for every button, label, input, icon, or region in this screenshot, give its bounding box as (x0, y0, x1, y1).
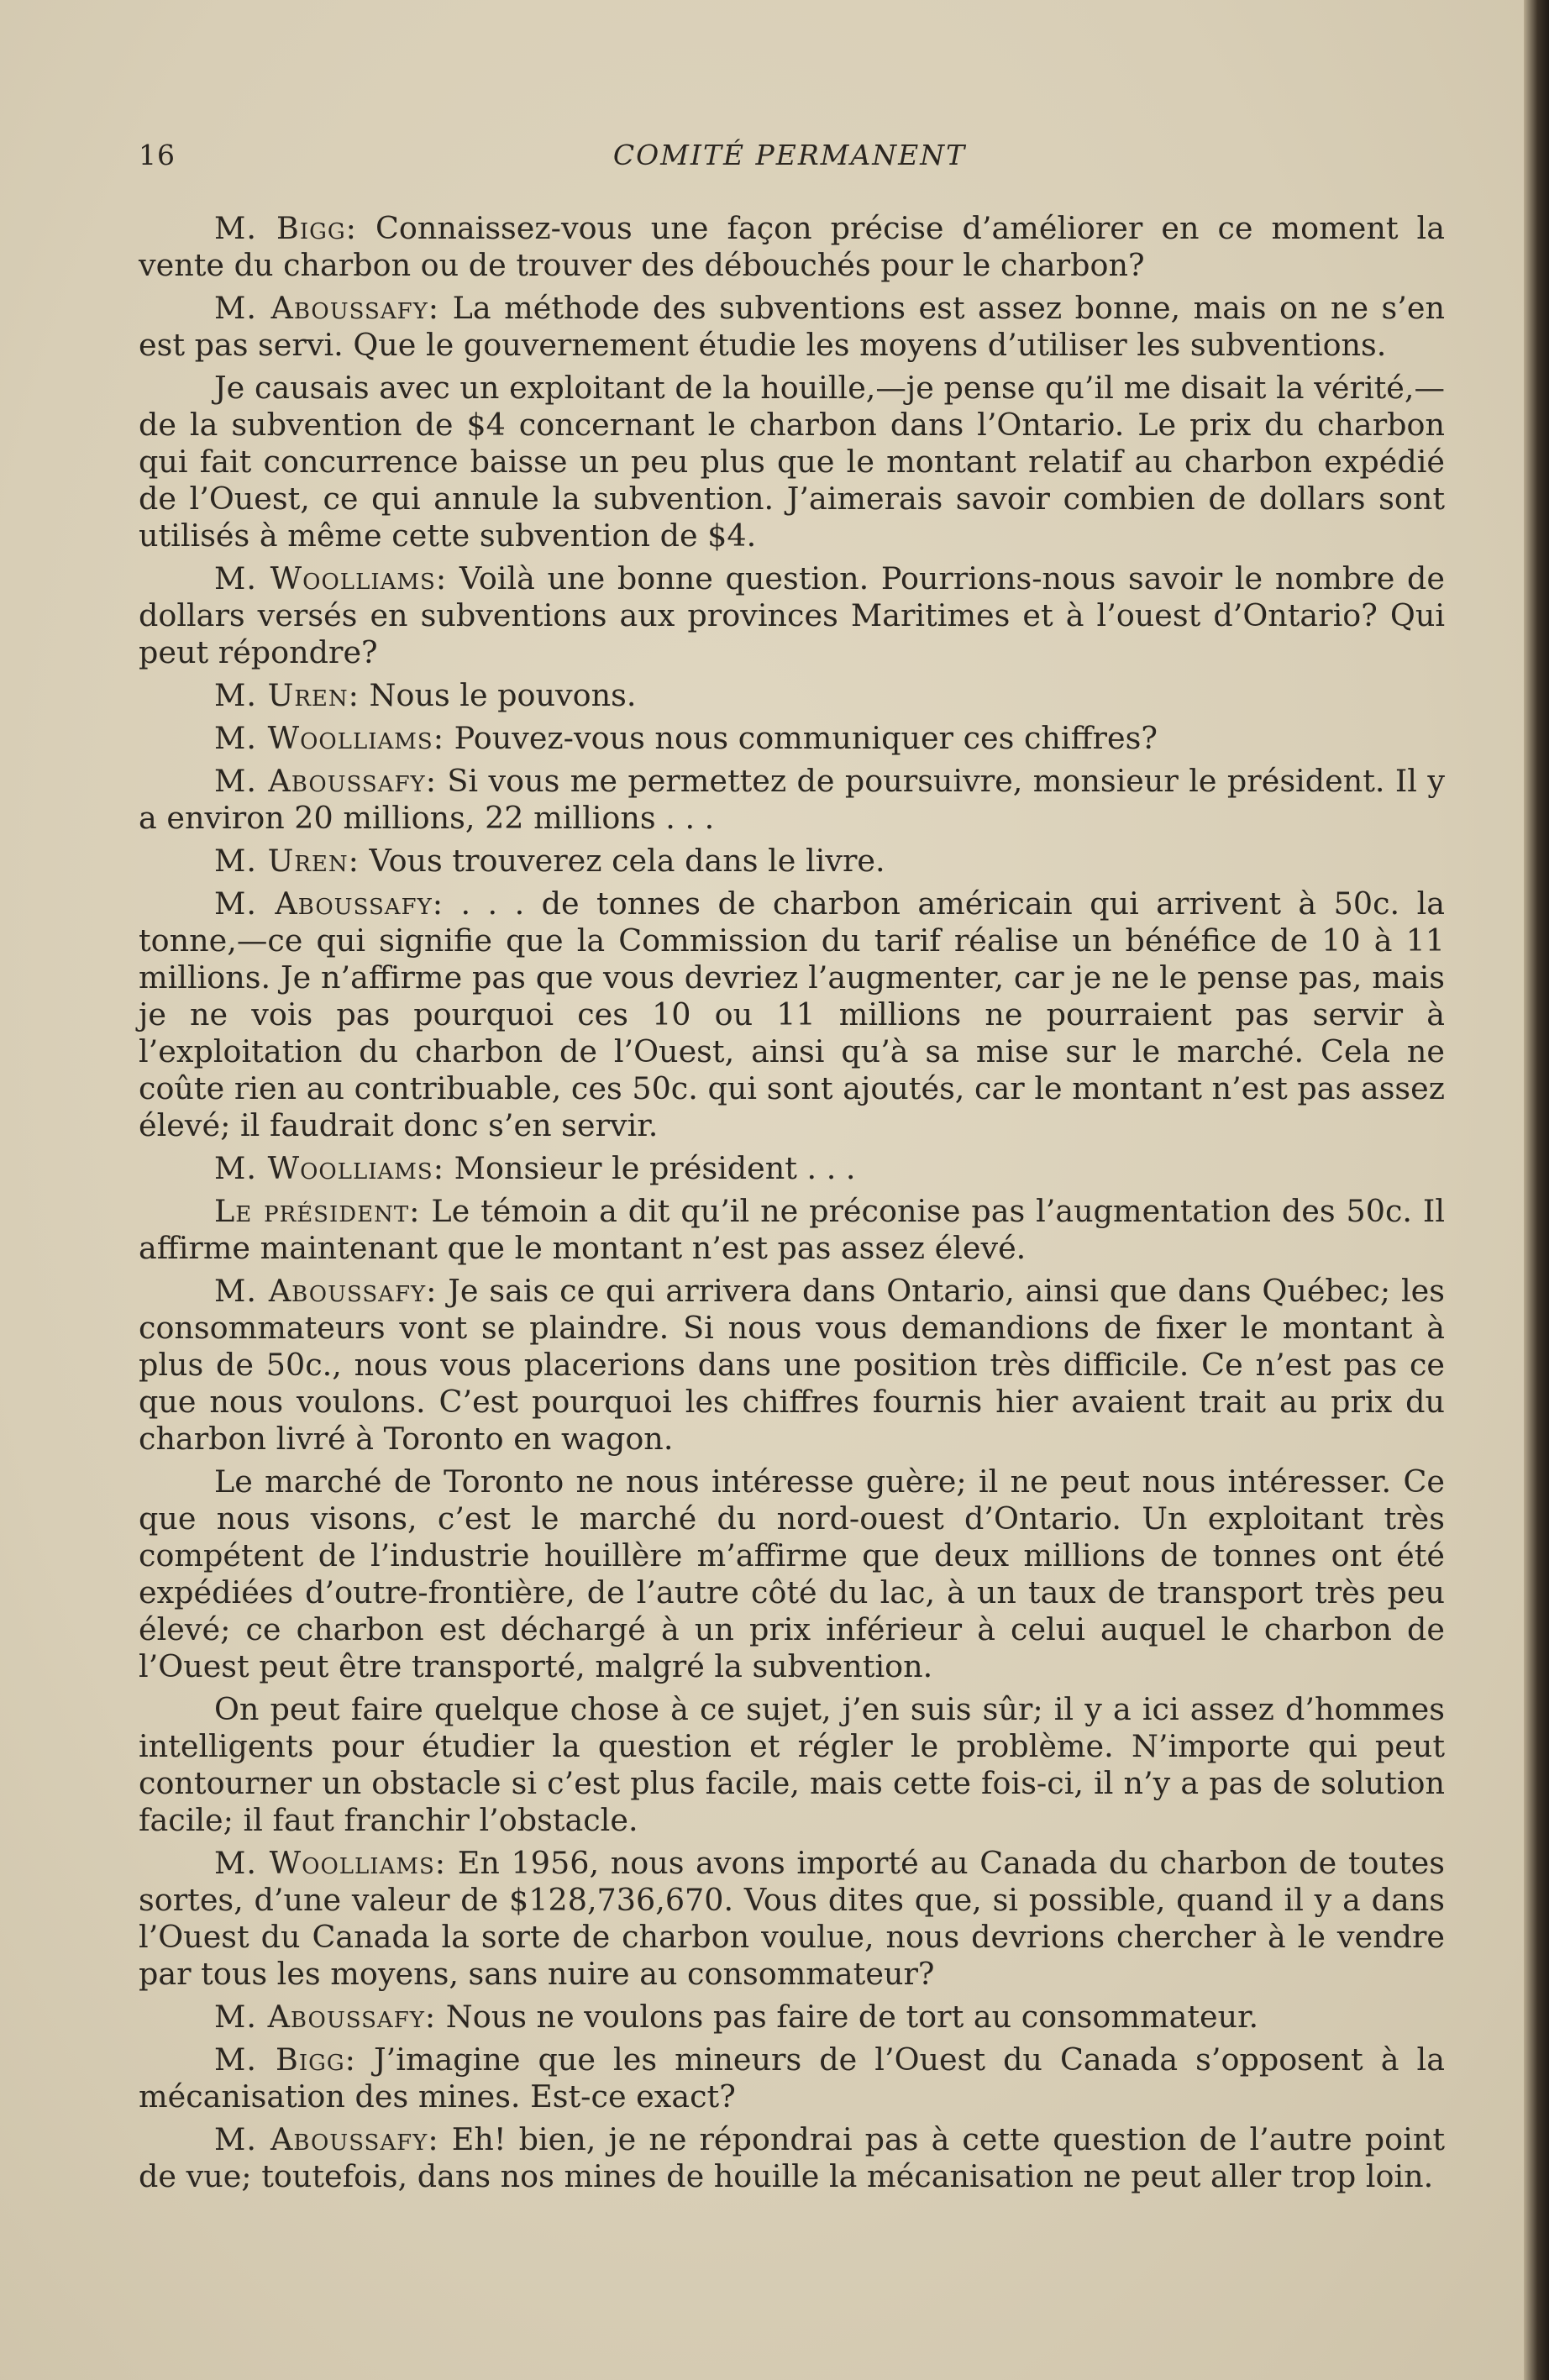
paragraph-text: La méthode des subventions est assez bonne, mais on ne s’en est pas servi. Que le gouvernement étudie les moyens d’utiliser les subventions. (139, 290, 1445, 363)
paragraph-text: Monsieur le président . . . (444, 1150, 856, 1186)
paragraph-text: Pouvez-vous nous communiquer ces chiffres? (444, 720, 1158, 756)
speaker-name: M. Uren: (214, 843, 360, 879)
paragraph-text: En 1956, nous avons importé au Canada du charbon de toutes sortes, d’une valeur de $128,736,670. Vous dites que, si possible, quand il y a dans l’Ouest du Canada la sorte de charbon voulue, nous devrions chercher à le vendre par tous les moyens, sans nuire au consommateur? (139, 1845, 1445, 1992)
speaker-name: M. Woolliams: (214, 1150, 445, 1186)
speaker-name: M. Woolliams: (214, 1845, 447, 1881)
book-spine-shadow (1524, 0, 1549, 2380)
page-number: 16 (139, 139, 176, 171)
paragraph (139, 2121, 1445, 2195)
speaker-name: M. Uren: (214, 677, 360, 713)
paragraph-text: On peut faire quelque chose à ce sujet, j’en suis sûr; il y a ici assez d’hommes intelligents pour étudier la question et régler le problème. N’importe qui peut contourner un obstacle si c’est plus facile, mais cette fois-ci, il n’y a pas de solution facile; il faut franchir l’obstacle. (139, 1691, 1445, 1838)
paragraph (139, 1193, 1445, 1267)
speaker-name: M. Aboussafy: (214, 1273, 438, 1309)
speaker-name: M. Bigg: (214, 210, 357, 246)
speaker-name: M. Bigg: (214, 2041, 356, 2078)
paragraph-text: Je sais ce qui arrivera dans Ontario, ainsi que dans Québec; les consommateurs vont se plaindre. Si nous vous demandions de fixer le montant à plus de 50c., nous vous placerions dans une position très difficile. Ce n’est pas ce que nous voulons. C’est pourquoi les chiffres fournis hier avaient trait au prix du charbon livré à Toronto en wagon. (139, 1273, 1445, 1457)
speaker-name: M. Aboussafy: (214, 290, 440, 326)
paragraph (139, 885, 1445, 1144)
paragraph (139, 1463, 1445, 1685)
paragraph-text: Si vous me permettez de poursuivre, monsieur le président. Il y a environ 20 millions, 22 millions . . . (139, 763, 1445, 836)
paragraph-text: Le marché de Toronto ne nous intéresse guère; il ne peut nous intéresser. Ce que nous visons, c’est le marché du nord-ouest d’Ontario. Un exploitant très compétent de l’industrie houillère m’affirme que deux millions de tonnes ont été expédiées d’outre-frontière, de l’autre côté du lac, à un taux de transport très peu élevé; ce charbon est déchargé à un prix inférieur à celui auquel le charbon de l’Ouest peut être transporté, malgré la subvention. (139, 1463, 1445, 1684)
paragraph (139, 1845, 1445, 1993)
paragraph (139, 370, 1445, 554)
speaker-name: M. Aboussafy: (214, 2121, 439, 2157)
speaker-name: M. Aboussafy: (214, 885, 444, 922)
running-head: COMITÉ PERMANENT (612, 139, 967, 171)
speaker-name: M. Aboussafy: (214, 1999, 437, 2035)
page-header (139, 139, 1441, 177)
speaker-name: Le président: (214, 1193, 421, 1229)
paragraph-text: Nous le pouvons. (359, 677, 637, 713)
paragraph-text: Connaissez-vous une façon précise d’améliorer en ce moment la vente du charbon ou de trouver des débouchés pour le charbon? (139, 210, 1445, 283)
paragraph (139, 720, 1445, 757)
transcript-body (139, 210, 1445, 2201)
paragraph (139, 843, 1445, 880)
paragraph-text: Vous trouverez cela dans le livre. (359, 843, 885, 879)
paragraph-text: Le témoin a dit qu’il ne préconise pas l’augmentation des 50c. Il affirme maintenant que le montant n’est pas assez élevé. (139, 1193, 1446, 1266)
paragraph (139, 677, 1445, 714)
paragraph-text: Eh! bien, je ne répondrai pas à cette question de l’autre point de vue; toutefois, dans nos mines de houille la mécanisation ne peut aller trop loin. (139, 2121, 1445, 2194)
paragraph-text: J’imagine que les mineurs de l’Ouest du Canada s’opposent à la mécanisation des mines. Est-ce exact? (139, 2041, 1445, 2115)
paragraph (139, 210, 1445, 284)
paragraph (139, 1273, 1445, 1458)
paragraph (139, 763, 1445, 837)
paragraph (139, 560, 1445, 671)
paragraph (139, 2041, 1445, 2115)
paragraph (139, 1999, 1445, 2036)
speaker-name: M. Woolliams: (214, 560, 448, 596)
paragraph (139, 1691, 1445, 1839)
speaker-name: M. Woolliams: (214, 720, 445, 756)
paragraph-text: Nous ne voulons pas faire de tort au consommateur. (436, 1999, 1259, 2035)
paragraph (139, 290, 1445, 364)
paragraph-text: . . . de tonnes de charbon américain qui arrivent à 50c. la tonne,—ce qui signifie que la Commission du tarif réalise un bénéfice de 10 à 11 millions. Je n’affirme pas que vous devriez l’augmenter, car je ne le pense pas, mais je ne vois pas pourquoi ces 10 ou 11 millions ne pourraient pas servir à l’exploitation du charbon de l’Ouest, ainsi qu’à sa mise sur le marché. Cela ne coûte rien au contribuable, ces 50c. qui sont ajoutés, car le montant n’est pas assez élevé; il faudrait donc s’en servir. (139, 885, 1446, 1143)
paragraph (139, 1150, 1445, 1187)
paragraph-text: Voilà une bonne question. Pourrions-nous savoir le nombre de dollars versés en subventions aux provinces Maritimes et à l’ouest d’Ontario? Qui peut répondre? (139, 560, 1445, 670)
paragraph-text: Je causais avec un exploitant de la houille,—je pense qu’il me disait la vérité,—de la subvention de $4 concernant le charbon dans l’Ontario. Le prix du charbon qui fait concurrence baisse un peu plus que le montant relatif au charbon expédié de l’Ouest, ce qui annule la subvention. J’aimerais savoir combien de dollars sont utilisés à même cette subvention de $4. (139, 370, 1445, 554)
speaker-name: M. Aboussafy: (214, 763, 437, 799)
